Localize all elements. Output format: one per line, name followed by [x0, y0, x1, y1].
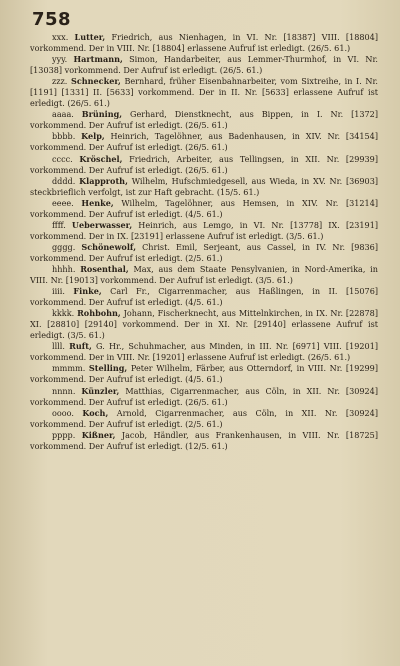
register-entry [30, 341, 378, 363]
register-entry [30, 308, 378, 341]
entry-name: Schnecker, [70, 76, 121, 87]
entry-marker: xxx. [52, 32, 69, 42]
entry-marker: hhhh. [52, 263, 76, 274]
register-entry [30, 32, 378, 54]
entry-marker: iiii. [52, 286, 65, 297]
page-number: 758 [32, 9, 72, 30]
entry-name: Henke, [81, 197, 114, 208]
register-entry [30, 220, 378, 242]
entry-name: Kröschel, [79, 153, 123, 164]
entry-marker: cccc. [52, 153, 73, 164]
register-entry [30, 363, 378, 385]
entry-name: Kißner, [81, 429, 116, 440]
entry-text: Max, aus dem Staate Pensylvanien, in Nord-Amerika, in VIII. Nr. [19013] vorkommend. Der Aufruf ist erledigt. (3/5. 61.) [30, 263, 378, 286]
entry-name: Finke, [73, 286, 102, 297]
entry-text: Wilhelm, Hufschmiedgesell, aus Wieda, in XV. Nr. [36903] steckbrieflich verfolgt, ist zur Haft gebracht. (15/5. 61.) [30, 175, 379, 197]
entry-marker: aaaa. [52, 109, 74, 120]
entry-marker: gggg. [52, 241, 76, 252]
entry-text: Johann, Fischerknecht, aus Mittelnkirchen, in IX. Nr. [22878] XI. [28810] [29140] vorkommend. Der in XI. Nr. [29140] erlassene Aufruf ist erledigt. (3/5. 61.) [30, 308, 378, 341]
register-entry [30, 386, 378, 408]
entry-marker: yyy. [52, 54, 68, 65]
entry-text: Jacob, Händler, aus Frankenhausen, in VIII. Nr. [18725] vorkommend. Der Aufruf ist erledigt. (12/5. 61.) [30, 429, 378, 451]
entry-text: Carl Fr., Cigarrenmacher, aus Haßlingen, in II. [15076] vorkommend. Der Aufruf ist erledigt. (4/5. 61.) [30, 286, 379, 308]
register-entry [30, 408, 378, 430]
entry-name: Künzler, [81, 385, 120, 396]
entry-marker: kkkk. [52, 308, 75, 319]
entry-marker: llll. [52, 341, 65, 352]
entry-name: Lutter, [74, 32, 106, 42]
entry-name: Ruft, [69, 341, 92, 352]
register-entry [30, 176, 378, 198]
register-entry [30, 264, 378, 286]
entry-text: Friedrich, aus Nienhagen, in VI. Nr. [18387] VIII. [18804] vorkommend. Der in VIII. Nr. [18804] erlassene Aufruf ist erledigt. (26/5. 61.) [30, 32, 378, 54]
entry-text: Peter Wilhelm, Färber, aus Otterndorf, in VIII. Nr. [19299] vorkommend. Der Aufruf ist erledigt. (4/5. 61.) [30, 363, 378, 385]
register-entry [30, 76, 378, 109]
entry-marker: pppp. [52, 429, 76, 440]
entry-name: Rohbohn, [77, 308, 121, 319]
entry-name: Schönewolf, [81, 241, 137, 252]
entry-name: Kelp, [81, 131, 105, 142]
entry-text: Arnold, Cigarrenmacher, aus Cöln, in XII. Nr. [30924] vorkommend. Der Aufruf ist erledigt. (2/5. 61.) [30, 407, 378, 429]
entry-text: Friedrich, Arbeiter, aus Tellingsen, in XII. Nr. [29939] vorkommend. Der Aufruf ist erledigt. (26/5. 61.) [30, 153, 378, 175]
register-entry [30, 154, 378, 176]
entry-name: Klapproth, [79, 175, 128, 186]
register-entry [30, 54, 378, 76]
entry-name: Hartmann, [73, 54, 123, 65]
entry-marker: bbbb. [52, 131, 76, 142]
entry-marker: nnnn. [52, 385, 76, 396]
entry-marker: dddd. [52, 175, 76, 186]
entry-text: Heinrich, Tagelöhner, aus Badenhausen, in XIV. Nr. [34154] vorkommend. Der Aufruf ist erledigt. (26/5. 61.) [30, 131, 378, 153]
entry-text: Simon, Handarbeiter, aus Lemmer-Thurmhof, in VI. Nr. [13038] vorkommend. Der Aufruf ist erledigt. (26/5. 61.) [30, 54, 379, 76]
entry-marker: ffff. [52, 219, 66, 230]
register-entry [30, 286, 378, 308]
entry-text: G. Hr., Schuhmacher, aus Minden, in III. Nr. [6971] VIII. [19201] vorkommend. Der in VIII. Nr. [19201] erlassene Aufruf ist erledigt. (26/5. 61.) [30, 341, 378, 363]
entry-text: Heinrich, aus Lemgo, in VI. Nr. [13778] IX. [23191] vorkommend. Der in IX. [23191] erlassene Aufruf ist erledigt. (3/5. 61.) [30, 219, 379, 241]
entry-text: Christ. Emil, Serjeant, aus Cassel, in IV. Nr. [9836] vorkommend. Der Aufruf ist erledigt. (2/5. 61.) [30, 241, 378, 263]
entry-text: Matthias, Cigarrenmacher, aus Cöln, in XII. Nr. [30924] vorkommend. Der Aufruf ist erledigt. (26/5. 61.) [30, 385, 378, 407]
entry-text: Bernhard, früher Eisenbahnarbeiter, vom Sixtreihe, in I. Nr. [1191] [1331] II. [5633] vorkommend. Der in II. Nr. [5633] erlassene Aufruf ist erledigt. (26/5. 61.) [30, 76, 378, 109]
entry-list [30, 32, 378, 452]
entry-name: Ueberwasser, [71, 219, 133, 230]
entry-name: Koch, [82, 407, 109, 418]
entry-name: Brüning, [81, 109, 123, 120]
entry-name: Stelling, [88, 363, 128, 374]
register-entry [30, 109, 378, 131]
entry-marker: oooo. [52, 407, 74, 418]
entry-marker: zzz. [52, 76, 68, 87]
entry-text: Gerhard, Dienstknecht, aus Bippen, in I. Nr. [1372] vorkommend. Der Aufruf ist erledigt. (26/5. 61.) [30, 109, 378, 131]
register-entry [30, 242, 378, 264]
register-entry [30, 430, 378, 452]
entry-name: Rosenthal, [80, 263, 129, 274]
entry-text: Wilhelm, Tagelöhner, aus Hemsen, in XIV. Nr. [31214] vorkommend. Der Aufruf ist erledigt. (4/5. 61.) [30, 197, 379, 219]
register-entry [30, 198, 378, 220]
entry-marker: eeee. [52, 197, 74, 208]
register-entry [30, 131, 378, 153]
entry-marker: mmmm. [52, 363, 86, 374]
